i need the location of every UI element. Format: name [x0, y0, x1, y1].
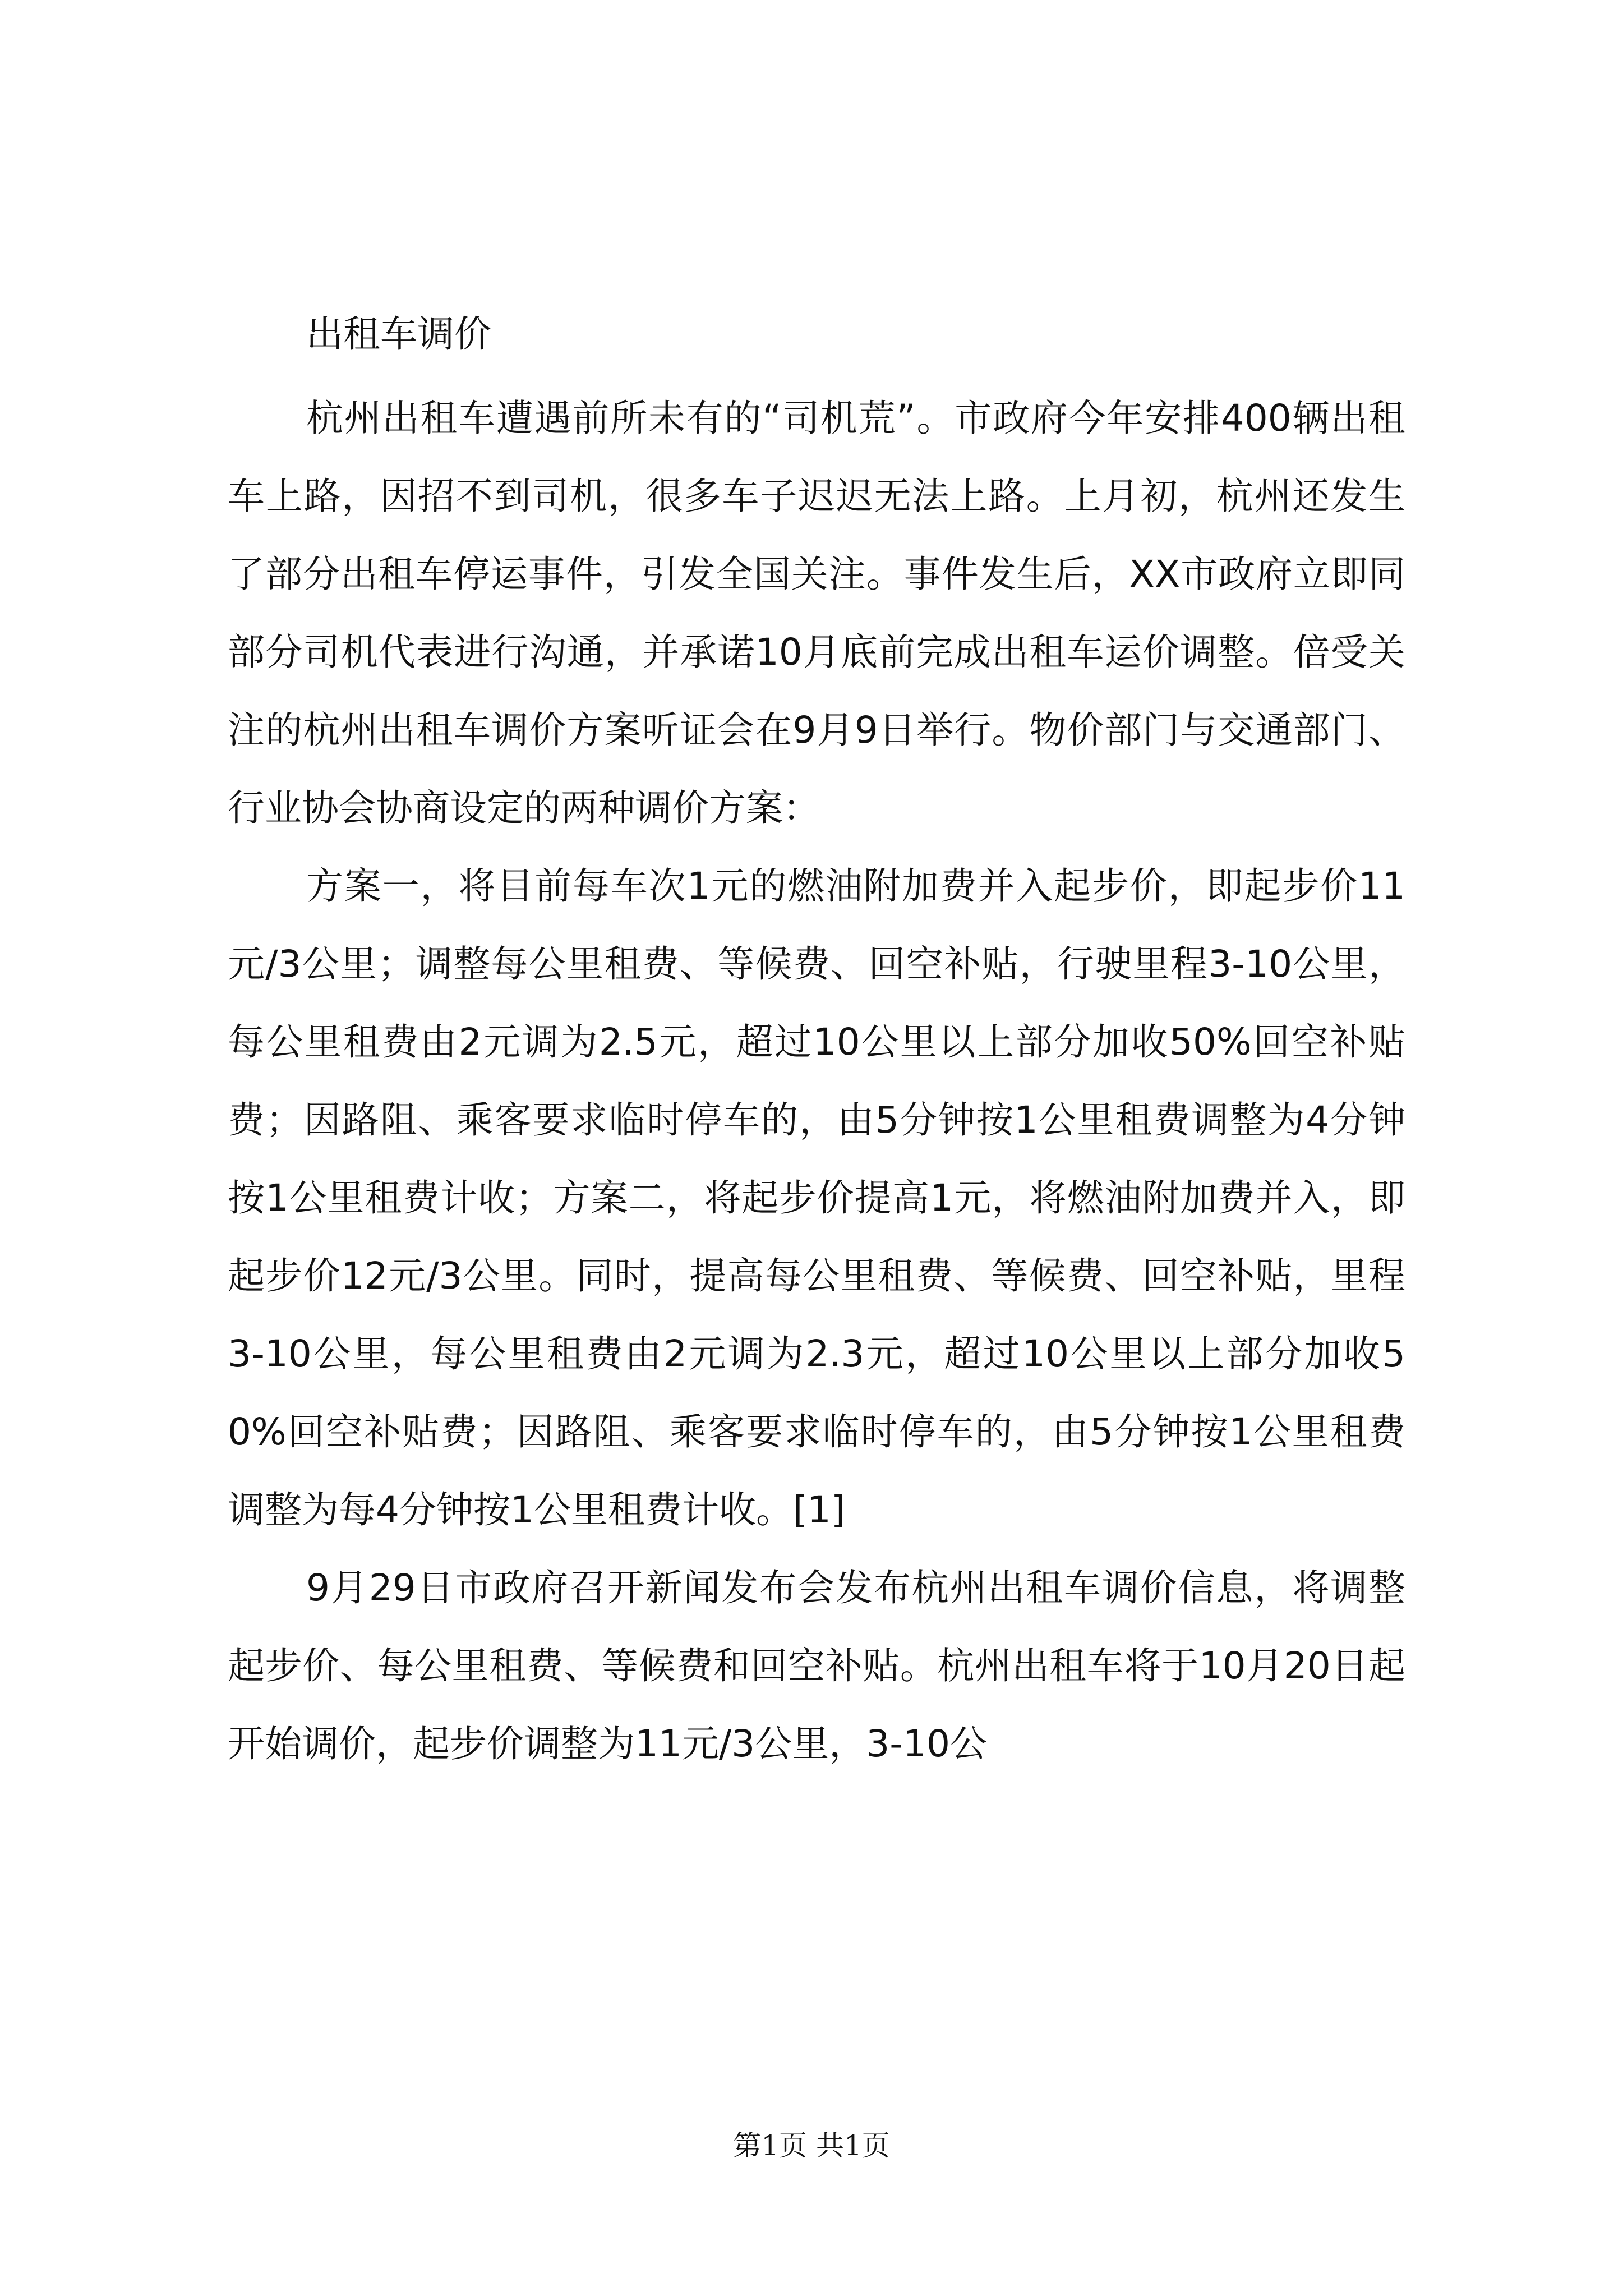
paragraph-intro: 杭州出租车遭遇前所未有的“司机荒”。市政府今年安排400辆出租车上路，因招不到司机，很多车子迟迟无法上路。上月初，杭州还发生了部分出租车停运事件，引发全国关注。事件发生后，XX市政府立即同部分司机代表进行沟通，并承诺10月底前完成出租车运价调整。倍受关注的杭州出租车调价方案听证会在9月9日举行。物价部门与交通部门、行业协会协商设定的两种调价方案： [228, 397, 1405, 830]
document-title: 出租车调价 [306, 312, 491, 356]
page-footer: 第1页 共1页 [733, 2129, 890, 2162]
document-body [228, 379, 1405, 1783]
paragraph-proposals: 方案一，将目前每车次1元的燃油附加费并入起步价，即起步价11元/3公里；调整每公里租费、等候费、回空补贴，行驶里程3-10公里，每公里租费由2元调为2.5元，超过10公里以上部分加收50%回空补贴费；因路阻、乘客要求临时停车的，由5分钟按1公里租费调整为4分钟按1公里租费计收；方案二，将起步价提高1元，将燃油附加费并入，即起步价12元/3公里。同时，提高每公里租费、等候费、回空补贴，里程3-10公里，每公里租费由2元调为2.3元，超过10公里以上部分加收50%回空补贴费；因路阻、乘客要求临时停车的，由5分钟按1公里租费调整为每4分钟按1公里租费计收。[1] [228, 864, 1405, 1531]
paragraph-announcement: 9月29日市政府召开新闻发布会发布杭州出租车调价信息，将调整起步价、每公里租费、等候费和回空补贴。杭州出租车将于10月20日起开始调价，起步价调整为11元/3公里，3-10公 [228, 1566, 1405, 1765]
